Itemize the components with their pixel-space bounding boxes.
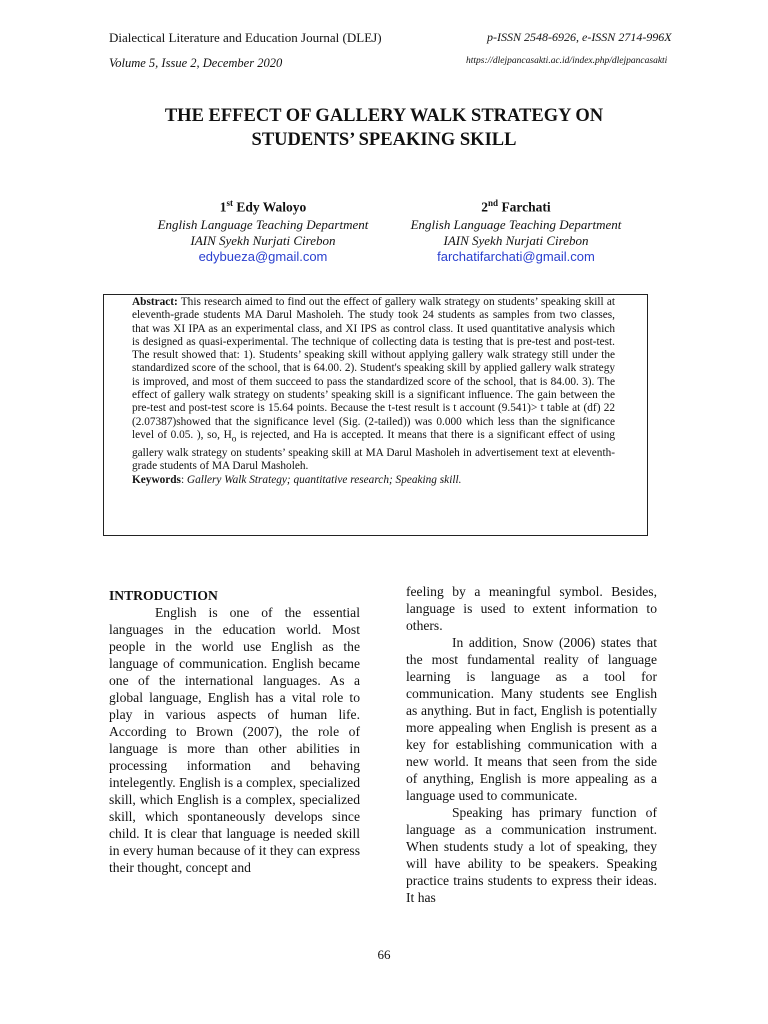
author-2-institution: IAIN Syekh Nurjati Cirebon xyxy=(443,232,589,248)
body-paragraph: English is one of the essential languages in the education world. Most people in the world use English as the language of communication. English became one of the international languages. As a global language, English has a vital role to play in various aspects of human life. According to Brown (2007), the role of language is more than other abilities in processing information and behaving intelegently. English is a complex, specialized skill, which English is a complex, specialized skill, which spontaneously develops since child. It is clear that language is needed skill in every human because of it they can express their thought, concept and xyxy=(109,605,360,875)
page-number: 66 xyxy=(377,947,391,962)
abstract-text: Abstract: This research aimed to find out the effect of gallery walk strategy on students’ speaking skill at eleventh-grade students MA Darul Masholeh. The study took 24 students as samples from two classes, that was XI IPA as an experimental class, and XI IPS as control class. It used quantitative analysis which is designed as quasi-experimental. The technique of collecting data is testing that is pre-test and post-test. The result showed that: 1). Students’ speaking skill without applying gallery walk strategy still under the standardized score of the school, that is 64.00. 2). Student's speaking skill by applied gallery walk strategy is improved, and most of them succeed to pass the standardized score of the school, that is 84.00. 3). The effect of gallery walk strategy on students’ speaking skill is a significant influence. The gain between the pre-test and post-test score is 15.64 points. Because the t-test result is t account (9.541)> t table at (df) 22 (2.07387)showed that the significance level (Sig. (2-tailed)) was 0.000 which less than the significance level of 0.05. ), so, $H_o$ is rejected, and Ha is accepted. It means that there is a significant effect of using gallery walk strategy on students’ speaking skill at MA Darul Masholeh in advertisement text at eleventh-grade students of MA Darul Masholeh. xyxy=(132,296,616,472)
author-2-department: English Language Teaching Department xyxy=(410,216,622,232)
left-column xyxy=(109,583,360,876)
author-1-name: 1st Edy Waloyo xyxy=(219,198,307,215)
author-2 xyxy=(376,195,656,265)
body-paragraph: Speaking has primary function of language as a communication instrument. When students study a lot of speaking, they will have ability to be speakers. Speaking practice trains students to express their ideas. It has xyxy=(406,805,657,905)
journal-url[interactable]: https://dlejpancasakti.ac.id/index.php/dlejpancasakti xyxy=(466,56,668,66)
keywords: Keywords: Gallery Walk Strategy; quantitative research; Speaking skill. xyxy=(132,474,462,487)
author-2-email[interactable]: farchatifarchati@gmail.com xyxy=(437,248,595,264)
author-1 xyxy=(123,195,403,265)
volume-issue: Volume 5, Issue 2, December 2020 xyxy=(109,56,283,70)
author-1-email[interactable]: edybueza@gmail.com xyxy=(198,248,328,264)
title-line-2: STUDENTS’ SPEAKING SKILL xyxy=(251,130,517,150)
title-line-1: THE EFFECT OF GALLERY WALK STRATEGY ON xyxy=(164,106,604,126)
body-paragraph: In addition, Snow (2006) states that the most fundamental reality of language learning is language as a tool for communication. Many students see English as anything. But in fact, English is potentially more appealing when English is present as a key for establishing communication with a new world. It means that seen from the side of anything, English is more appealing as a language used to communicate. xyxy=(406,635,657,803)
body-paragraph: feeling by a meaningful symbol. Besides, language is used to extent information to others. xyxy=(406,584,657,633)
section-heading-introduction: INTRODUCTION xyxy=(109,588,218,603)
abstract-label: Abstract: xyxy=(132,296,178,308)
author-1-department: English Language Teaching Department xyxy=(157,216,369,232)
journal-name: Dialectical Literature and Education Journal (DLEJ) xyxy=(109,30,382,45)
author-1-institution: IAIN Syekh Nurjati Cirebon xyxy=(190,232,336,248)
abstract-box xyxy=(103,294,648,536)
paper-title xyxy=(90,104,678,152)
author-2-name: 2nd Farchati xyxy=(481,198,551,215)
issn-line: p-ISSN 2548-6926, e-ISSN 2714-996X xyxy=(487,30,672,44)
right-column xyxy=(406,583,657,906)
